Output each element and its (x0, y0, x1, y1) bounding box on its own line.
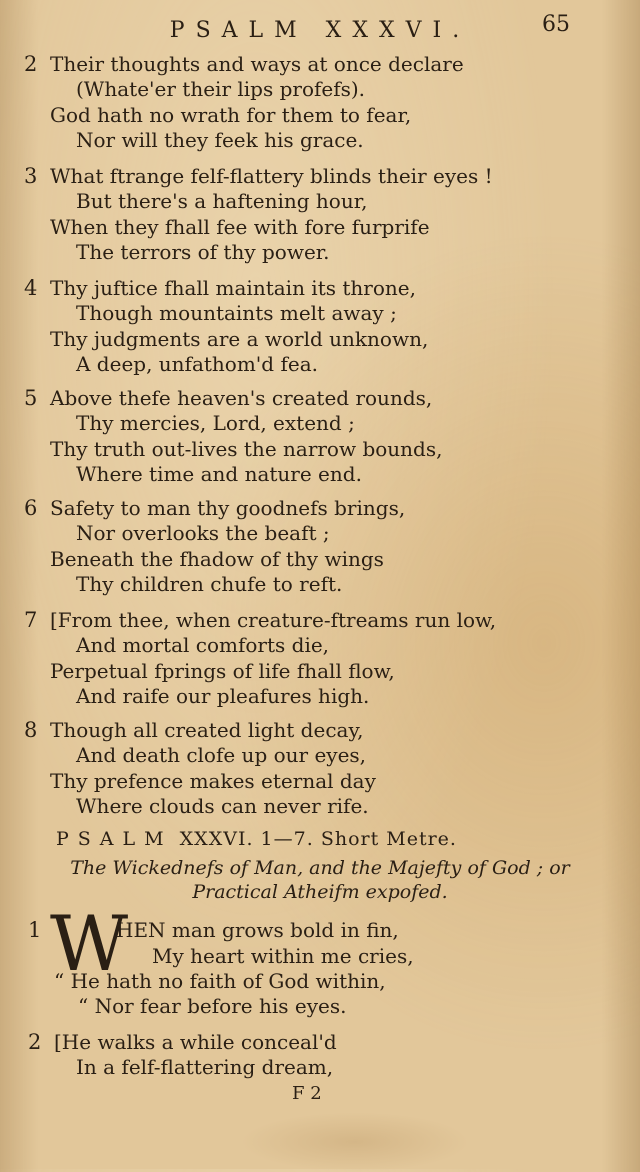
stanza-number: 8 (24, 718, 38, 742)
stanza-number: 3 (24, 164, 38, 188)
stanza-number: 6 (24, 496, 38, 520)
verse-line: Thy children chufe to reft. (76, 572, 343, 596)
stanza-number: 7 (24, 608, 38, 632)
verse-line: HEN man grows bold in fin, (116, 918, 399, 942)
psalm-heading-metre: Short Metre. (320, 828, 457, 850)
verse-line: Thy mercies, Lord, extend ; (76, 411, 355, 435)
psalm-heading-word: PSALM (56, 828, 173, 850)
verse-line: And raife our pleafures high. (76, 684, 370, 708)
verse-line: Perpetual fprings of life fhall flow, (50, 659, 395, 683)
stanza-number: 2 (24, 52, 38, 76)
stanza-number: 4 (24, 276, 38, 300)
stanza-number: 5 (24, 386, 38, 410)
verse-line: But there's a haftening hour, (76, 189, 368, 213)
psalm-heading-number: XXXVI. (179, 828, 254, 850)
verse-line: A deep, unfathom'd fea. (76, 352, 318, 376)
verse-line: Though mountaints melt away ; (76, 301, 397, 325)
verse-line: “ He hath no faith of God within, (54, 969, 386, 993)
psalm-subtitle-line-2: Practical Atheifm expofed. (192, 881, 448, 903)
verse-line: Above thefe heaven's created rounds, (50, 386, 433, 410)
verse-line: [He walks a while conceal'd (54, 1030, 337, 1054)
verse-line: And mortal comforts die, (76, 633, 330, 657)
verse-line: (Whate'er their lips profefs). (76, 77, 366, 101)
psalm-heading-verses: 1—7. (260, 828, 314, 850)
verse-line: Thy prefence makes eternal day (50, 769, 376, 793)
page-number: 65 (542, 12, 570, 37)
verse-line: Thy judgments are a world unknown, (50, 327, 429, 351)
verse-line: Thy truth out-lives the narrow bounds, (50, 437, 443, 461)
verse-line: Thy juftice fhall maintain its throne, (50, 276, 416, 300)
verse-line: In a felf-flattering dream, (76, 1055, 334, 1079)
paper-stain (240, 1112, 470, 1172)
stanza-number: 1 (28, 918, 42, 942)
verse-line: “ Nor fear before his eyes. (78, 994, 347, 1018)
verse-line: Their thoughts and ways at once declare (50, 52, 464, 76)
verse-line: Where clouds can never rife. (76, 794, 369, 818)
psalm-subtitle-line-1: The Wickednefs of Man, and the Majefty of God ; or (70, 857, 570, 879)
verse-line: Beneath the fhadow of thy wings (50, 547, 384, 571)
verse-line: What ftrange felf-flattery blinds their eyes ! (50, 164, 493, 188)
verse-line: And death clofe up our eyes, (76, 743, 367, 767)
verse-line: Nor overlooks the beaft ; (76, 521, 330, 545)
verse-line: My heart within me cries, (152, 944, 414, 968)
verse-line: Where time and nature end. (76, 462, 362, 486)
stanza-number: 2 (28, 1030, 42, 1054)
verse-line: Though all created light decay, (50, 718, 364, 742)
verse-line: When they fhall fee with fore furprife (50, 215, 430, 239)
verse-line: [From thee, when creature-ftreams run low, (50, 608, 497, 632)
verse-line: The terrors of thy power. (76, 240, 330, 264)
psalm-heading (56, 826, 626, 852)
running-header-title: PSALM XXXVI. (169, 18, 471, 43)
signature-mark: F 2 (292, 1083, 322, 1104)
verse-line: God hath no wrath for them to fear, (50, 103, 412, 127)
verse-line: Safety to man thy goodnefs brings, (50, 496, 406, 520)
drop-cap: W (50, 899, 129, 988)
verse-line: Nor will they feek his grace. (76, 128, 364, 152)
